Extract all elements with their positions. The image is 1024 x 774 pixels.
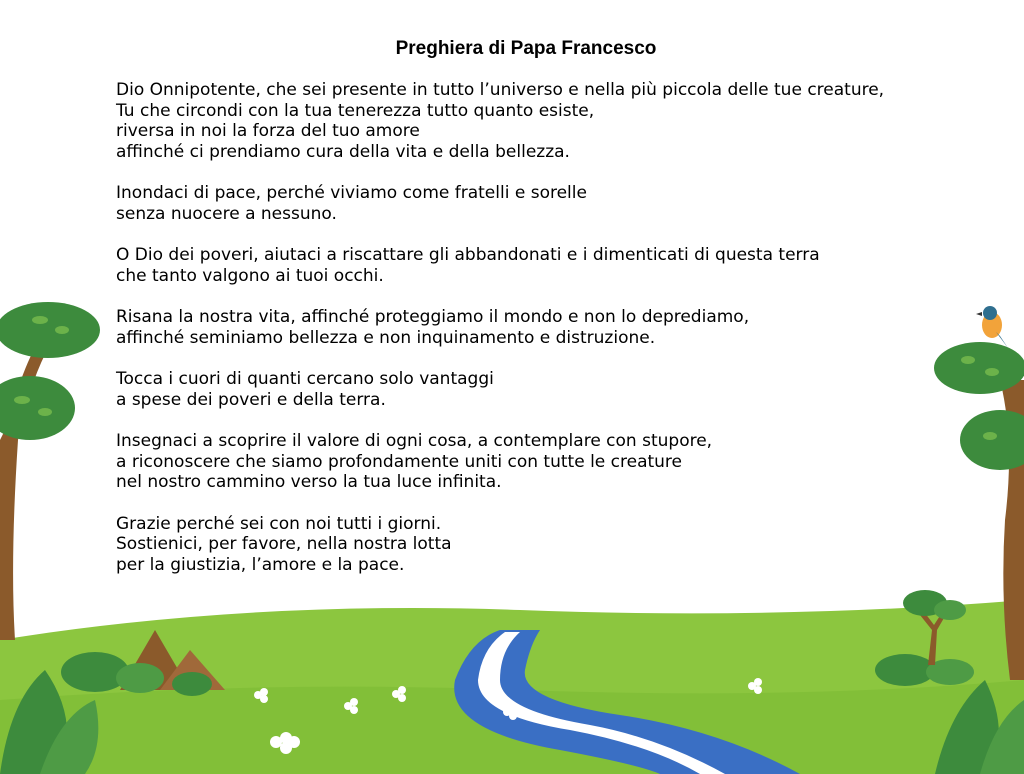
page-title: Preghiera di Papa Francesco: [395, 38, 657, 59]
bird-icon: [976, 306, 1008, 348]
prayer-line: a spese dei poveri e della terra.: [116, 389, 386, 410]
bush-2: [116, 663, 164, 693]
prayer-line: Risana la nostra vita, affinché proteggiamo il mondo e non lo deprediamo,: [116, 307, 750, 327]
prayer-line: per la giustizia, l’amore e la pace.: [116, 554, 405, 575]
prayer-line: senza nuocere a nessuno.: [116, 203, 337, 224]
prayer-text: [116, 80, 946, 596]
left-tree-canopy-top: [0, 302, 100, 358]
bush-3: [172, 672, 212, 696]
stanza: [116, 80, 946, 162]
prayer-line: Grazie perché sei con noi tutti i giorni.: [116, 513, 442, 534]
stanza: [116, 307, 946, 348]
prayer-line: Dio Onnipotente, che sei presente in tutto l’universo e nella più piccola delle tue creature,: [116, 80, 885, 100]
stanza: [116, 514, 946, 576]
left-tree-canopy-mid: [0, 376, 75, 440]
stanza: [116, 245, 946, 286]
prayer-line: che tanto valgono ai tuoi occhi.: [116, 265, 384, 286]
bush-4: [875, 654, 935, 686]
stanza: [116, 369, 946, 410]
prayer-line: Tu che circondi con la tua tenerezza tutto quanto esiste,: [116, 100, 595, 121]
prayer-line: a riconoscere che siamo profondamente uniti con tutte le creature: [116, 451, 683, 472]
prayer-line: O Dio dei poveri, aiutaci a riscattare gli abbandonati e i dimenticati di questa terra: [116, 245, 820, 265]
prayer-line: nel nostro cammino verso la tua luce infinita.: [116, 472, 502, 492]
right-tree-canopy-top: [934, 342, 1024, 394]
prayer-line: affinché ci prendiamo cura della vita e della bellezza.: [116, 141, 570, 162]
stanza: [116, 431, 946, 493]
prayer-line: riversa in noi la forza del tuo amore: [116, 121, 420, 141]
prayer-line: affinché seminiamo bellezza e non inquinamento e distruzione.: [116, 327, 656, 348]
right-tree-canopy-mid: [960, 410, 1024, 470]
stanza: [116, 183, 946, 224]
prayer-line: Sostienici, per favore, nella nostra lotta: [116, 534, 452, 554]
prayer-line: Tocca i cuori di quanti cercano solo vantaggi: [116, 369, 494, 389]
prayer-line: Inondaci di pace, perché viviamo come fratelli e sorelle: [116, 183, 587, 203]
prayer-line: Insegnaci a scoprire il valore di ogni cosa, a contemplare con stupore,: [116, 431, 713, 451]
